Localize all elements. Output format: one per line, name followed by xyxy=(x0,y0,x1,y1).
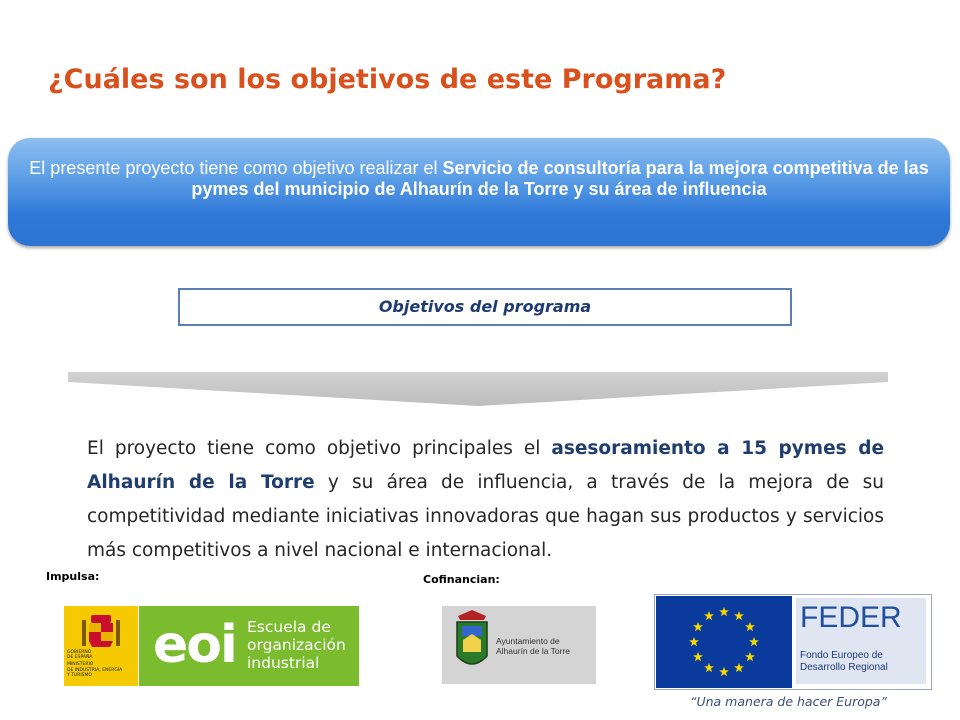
eoi-line: industrial xyxy=(247,654,320,672)
objectives-heading-box xyxy=(178,288,792,326)
page-title: ¿Cuáles son los objetivos de este Programa? xyxy=(48,64,727,95)
objectives-heading: Objetivos del programa xyxy=(378,297,592,316)
feder-line: Desarrollo Regional xyxy=(800,662,888,673)
ayto-line: Ayuntamiento de xyxy=(496,636,560,646)
gobierno-line: GOBIERNO xyxy=(67,650,92,655)
ayto-line: Alhaurín de la Torre xyxy=(496,646,571,656)
gobierno-espana-logo xyxy=(64,606,138,686)
eoi-line: Escuela de xyxy=(247,618,331,636)
eoi-logo xyxy=(139,606,359,686)
intro-banner xyxy=(8,138,950,246)
cofinancian-label: Cofinancian: xyxy=(423,573,500,586)
intro-text-bold: Servicio de consultoría para la mejora competitiva de las pymes del municipio de Alhaurín de la Torre y su área de influencia xyxy=(191,158,929,199)
body-text-bold: asesoramiento a 15 pymes de Alhaurín de la Torre xyxy=(87,438,884,493)
feder-title: FEDER xyxy=(800,601,902,634)
gobierno-line: DE ESPAÑA xyxy=(67,655,93,661)
impulsa-label: Impulsa: xyxy=(46,570,100,583)
feder-tagline: “Una manera de hacer Europa” xyxy=(690,694,887,709)
feder-line: Fondo Europeo de xyxy=(800,650,883,661)
eoi-line: organización xyxy=(247,636,346,654)
body-paragraph xyxy=(87,432,884,568)
ministerio-line: Y TURISMO xyxy=(67,672,92,678)
eu-flag-icon xyxy=(656,596,792,688)
ministerio-line: MINISTERIO xyxy=(67,662,94,668)
ministerio-line: DE INDUSTRIA, ENERGÍA xyxy=(67,667,123,673)
chevron-down-arrow xyxy=(68,372,888,406)
body-text-2: y su área de influencia, a través de la mejora de su competitividad mediante iniciativas innovadoras que hagan sus productos y servicios más competitivos a nivel nacional e internacional. xyxy=(87,472,884,561)
body-text-1: El proyecto tiene como objetivo principales el xyxy=(87,438,552,459)
feder-logo xyxy=(654,594,932,690)
eoi-wordmark: eoi xyxy=(153,615,236,675)
ayuntamiento-logo xyxy=(442,606,596,684)
intro-text: El presente proyecto tiene como objetivo realizar el xyxy=(29,158,443,178)
municipal-shield-icon xyxy=(454,610,490,680)
